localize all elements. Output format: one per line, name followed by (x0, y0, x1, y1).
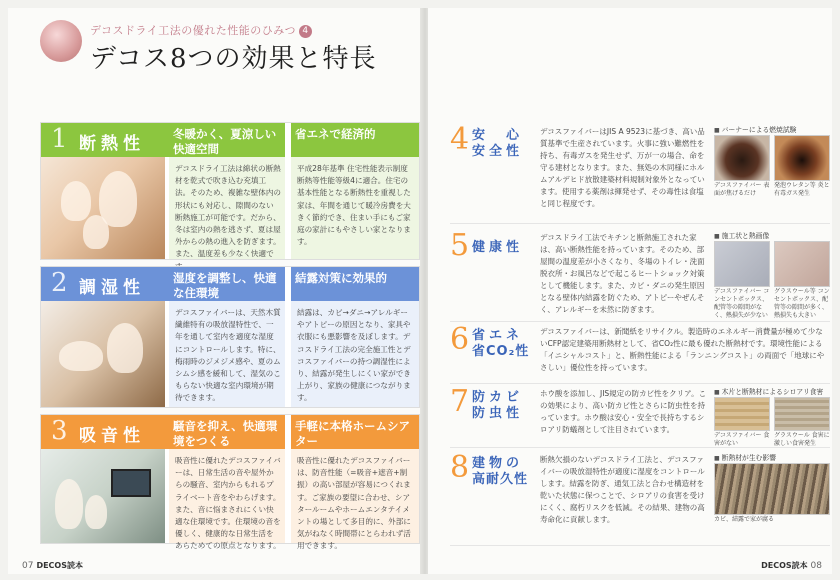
feature-2-body-b: 結露は、カビ→ダニ→アレルギーやアトピーの原因となり、家具や衣服にも悪影響を及ぼします。デコスドライ工法の完全施工性とデコスファイバーの持つ調湿性により、結露が発生しにくい家ができ上がり、家族の健康につながります。 (297, 308, 411, 403)
feature-section-8 (450, 450, 830, 546)
footer-right (758, 560, 822, 571)
family-photo (41, 157, 165, 259)
feature-4-body: デコスファイバーはJIS A 9523に基づき、高い品質基準で生産されています。火事に強い難燃性を持ち、有毒ガスを発生せず、万が一の場合、命を守る建材となります。また、無処の木同様にホルムアルデヒド放散建築材料規制対象外となっています。使用する薬剤は揮発せず、その毒性は食塩と同じ程度です。 (540, 127, 705, 208)
feature-7-label-line1: 防カビ (472, 390, 524, 405)
feature-5-label-line1: 健康性 (472, 240, 524, 255)
page-title: デコス8つの効果と特長 (90, 44, 377, 74)
section-subtitle (90, 22, 312, 38)
decos-termite-caption: デコスファイバー 食害がない (714, 432, 770, 447)
subtitle-number-badge: 4 (299, 25, 312, 38)
termite-caption: ■ 木片と断熱材によるシロアリ食害 (714, 386, 830, 397)
decay-image-caption: カビ、結露で家が腐る (714, 516, 774, 523)
subtitle-text: デコスドライ工法の優れた性能のひみつ (90, 24, 297, 37)
feature-2-number: 2 (51, 268, 68, 298)
feature-3-head-a: 騒音を抑え、快適環境をつくる (169, 415, 285, 449)
left-brand: DECOS読本 (36, 561, 83, 570)
feature-4-label (472, 128, 523, 160)
feature-section-6 (450, 322, 830, 384)
feature-2-column-a (169, 267, 285, 407)
feature-3-column-a (169, 415, 285, 551)
feature-1-body-b: 平成28年基準 住宅性能表示制度 断熱等性能等級4に適合。住宅の基本性能となる断熱性を重視した家は、年間を通じて暖冷房費を大きく節約でき、住まい手にもご家庭の家計にもやさしい家となります。 (297, 164, 411, 247)
feature-8-label-line1: 建物の (472, 456, 524, 471)
feature-section-4 (450, 122, 830, 224)
decay-caption: ■ 断熱材が生む影響 (714, 452, 830, 463)
feature-section-7 (450, 384, 830, 448)
glasswool-thermal-caption: グラスウール等 コンセントボックス、配管等の隙間が多く、熱損失も大きい (774, 288, 830, 319)
feature-5-body: デコスドライ工法でキチンと断熱施工された家は、高い断熱性能を持っています。そのため、部屋間の温度差が小さくなり、冬場のトイレ・洗面脱衣所・お風呂などで起こるヒートショック対策として機能します。また、カビ・ダニの発生原因となる壁体内結露を防ぐため、アトピーやぜんそく、アレルギーを未然に防ぎます。 (540, 233, 705, 314)
feature-6-label-line1: 省エネ (472, 328, 524, 343)
feature-2-banner (41, 267, 169, 301)
right-brand: DECOS読本 (761, 561, 808, 570)
feature-1-body-a: デコスドライ工法は綿状の断熱材を乾式で吹き込む充填工法。そのため、複雑な壁体内の形状にも対応し、隙間のない断熱施工が可能です。だから、冬は室内の熱を逃さず、夏は屋外からの熱の進入を防ぎます。また、温度差も少なく快適で (175, 164, 282, 259)
feature-4-label-line2: 安全性 (472, 144, 524, 159)
feature-5-number: 5 (450, 228, 470, 263)
feature-1-head-b: 省エネで経済的 (291, 123, 419, 157)
feature-2-body-a: デコスファイバーは、天然木質繊維特有の吸放湿特性で、一年を通して室内を適度な湿度にコントロールします。特に、梅雨時のジメジメ感や、夏のムシムシ感を緩和して、湿気のこもらない快適な室内環境が期待できます。 (175, 308, 281, 403)
feature-8-number: 8 (450, 450, 470, 485)
logo-emblem (40, 20, 82, 62)
feature-section-5 (450, 228, 830, 322)
feature-4-label-line1: 安 心 (472, 128, 524, 143)
feature-2-head-a: 湿度を調整し、快適な住環境 (169, 267, 285, 301)
left-page-number: 07 (22, 561, 34, 571)
decos-burn-caption: デコスファイバー 表面が焦げるだけ (714, 182, 770, 197)
feature-1-column-b (291, 123, 419, 259)
glasswool-termite-image (774, 397, 830, 431)
feature-2-column-b (291, 267, 419, 407)
feature-1-banner (41, 123, 169, 157)
feature-6-label (472, 328, 529, 360)
feature-section-2 (40, 266, 420, 408)
living-room-photo (41, 449, 165, 543)
feature-7-number: 7 (450, 384, 470, 419)
feature-6-body: デコスファイバーは、新聞紙をリサイクル。製造時のエネルギー消費量が極めて少ないCFP認定建築用断熱材として、省CO₂性に最も優れた断熱材です。環境性能による「イニシャルコスト」と、断熱性能による「ランニングコスト」の両面で「地球にやさしい」優位性を持っています。 (540, 327, 825, 372)
glasswool-thermal-image (774, 241, 830, 287)
feature-section-1 (40, 122, 420, 260)
baby-photo (41, 301, 165, 407)
feature-3-body-a: 吸音性に優れたデコスファイバーは、日常生活の音や屋外からの騒音、室内からもれるプライベート音をやわらげます。また、音に悩まされにくい快適な住環境です。住環境の音を優しく、健康的な日常生活をあらためての原点となります。 (175, 456, 281, 551)
feature-2-label: 調湿性 (79, 278, 145, 298)
feature-3-label: 吸音性 (79, 426, 145, 446)
urethane-burn-image (774, 135, 830, 181)
feature-1-head-a: 冬暖かく、夏涼しい快適空間 (169, 123, 285, 157)
feature-8-body: 断熱欠損のないデコスドライ工法と、デコスファイバーの吸放湿特性が適度に湿度をコントロールします。結露を防ぎ、通気工法と合わせ構造材を乾いた状態に保つことで、シロアリの食害を受けにくく、腐朽リスクを低減。その結果、建物の高寿命化に貢献します。 (540, 455, 705, 524)
feature-1-number: 1 (51, 124, 68, 154)
decay-figure (714, 452, 830, 524)
feature-3-body-b: 吸音性に優れたデコスファイバーは、防音性能（=吸音+遮音+制振）の高い部屋が容易につくれます。ご家族の要望に合わせ、シアタールームやホームエンタテイメントの場として多目的に、外部に気がねなく時間帯にとらわれず活用できます。 (297, 456, 411, 551)
feature-7-label-line2: 防虫性 (472, 406, 524, 421)
feature-1-label: 断熱性 (79, 134, 145, 154)
feature-section-3 (40, 414, 420, 551)
decos-termite-image (714, 397, 770, 431)
decay-image (714, 463, 830, 515)
feature-8-label (472, 456, 528, 488)
feature-7-label (472, 390, 523, 422)
urethane-burn-caption: 発泡ウレタン等 炎と有毒ガス発生 (774, 182, 830, 197)
feature-3-head-b: 手軽に本格ホームシアター (291, 415, 419, 449)
termite-figure (714, 386, 830, 448)
feature-2-head-b: 結露対策に効果的 (291, 267, 419, 301)
feature-3-number: 3 (51, 416, 68, 446)
feature-8-label-line2: 高耐久性 (472, 472, 529, 487)
feature-1-column-a (169, 123, 285, 259)
decos-thermal-caption: デコスファイバー コンセントボックス、配管等の隙間がなく、熱損失が少ない (714, 288, 770, 319)
feature-6-label-line2: 省CO₂性 (472, 344, 530, 359)
feature-6-number: 6 (450, 322, 470, 357)
feature-7-body: ホウ酸を添加し、JIS規定の防カビ性をクリア。この効果により、高い防カビ性とさらに防虫性を持っています。ホウ酸は安心・安全で長持ちするシロアリ防蟻剤として注目されています。 (540, 389, 707, 434)
glasswool-termite-caption: グラスウール 食害に激しい食害発生 (774, 432, 830, 447)
footer-left (22, 560, 83, 571)
decos-burn-image (714, 135, 770, 181)
feature-5-label (472, 240, 523, 256)
feature-3-banner (41, 415, 169, 449)
burn-test-caption: ■ バーナーによる燃焼試験 (714, 124, 830, 135)
burn-test-figure (714, 124, 830, 198)
right-page-number: 08 (810, 561, 822, 571)
feature-3-column-b (291, 415, 419, 551)
thermal-image-figure (714, 230, 830, 320)
decos-thermal-image (714, 241, 770, 287)
feature-4-number: 4 (450, 122, 470, 157)
thermal-caption: ■ 施工状と熱画像 (714, 230, 830, 241)
